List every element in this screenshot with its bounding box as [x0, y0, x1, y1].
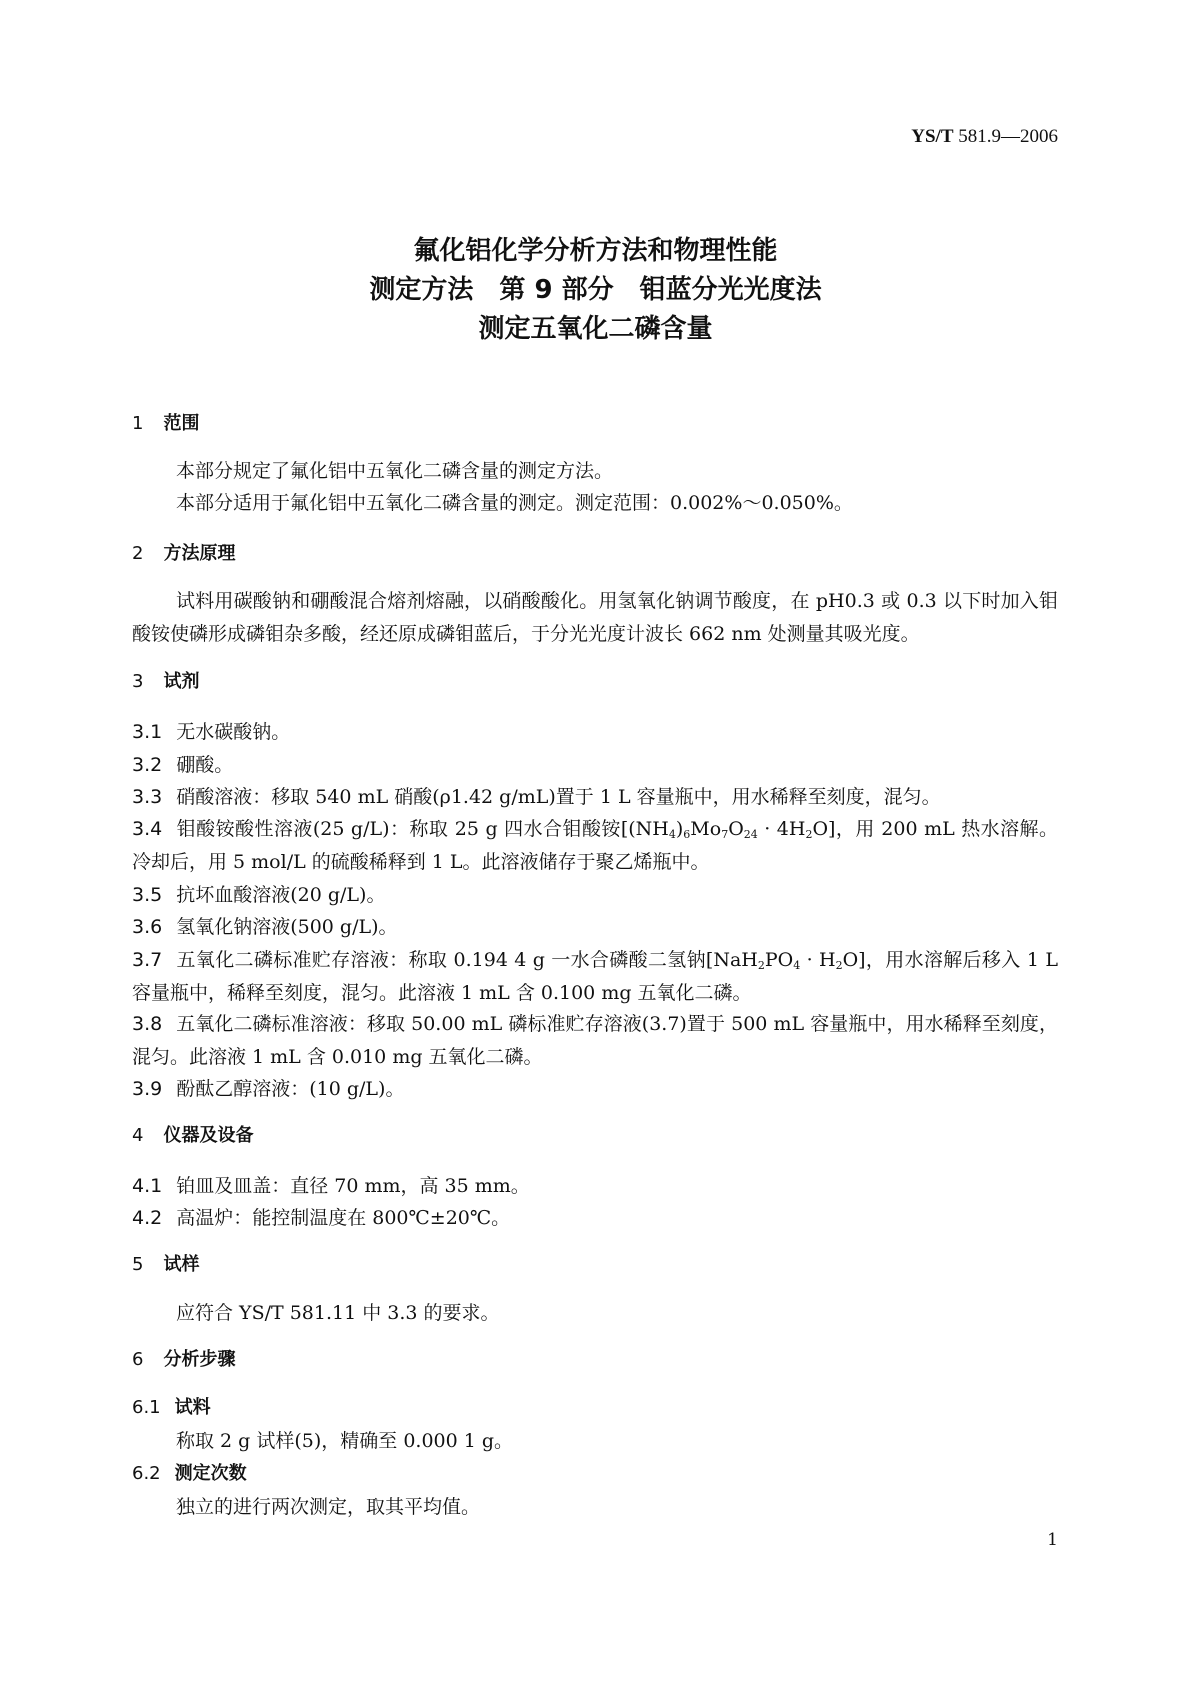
text-segment: 试剂 — [163, 671, 200, 692]
text-segment: 试样 — [163, 1254, 200, 1275]
text-segment: O — [728, 818, 744, 840]
text-segment: 五氧化二磷标准溶液：移取 50.00 mL 磷标准贮存溶液(3.7)置于 500 mL 容量瓶中，用水稀释至刻度，混匀。此溶液 1 mL 含 0.010 mg 五氧化二磷。 — [132, 1013, 1058, 1068]
document-title — [0, 232, 1191, 349]
clause-number: 3.2 — [132, 754, 163, 776]
title-line: 测定方法 第 9 部分 钼蓝分光光度法 — [369, 275, 822, 305]
text-segment: 应符合 YS/T 581.11 中 3.3 的要求。 — [176, 1302, 500, 1324]
clause-number: 3.5 — [132, 884, 163, 906]
text-segment: 测定次数 — [174, 1463, 247, 1484]
clause-item — [132, 1073, 1058, 1106]
text-segment: · H — [800, 949, 836, 971]
clause-number: 3 — [132, 671, 144, 692]
clause-number: 3.9 — [132, 1078, 163, 1100]
text-segment: 铂皿及皿盖：直径 70 mm，高 35 mm。 — [176, 1175, 530, 1197]
clause-number: 6.2 — [132, 1463, 161, 1484]
clause-number: 3.3 — [132, 786, 163, 808]
text-segment: 抗坏血酸溶液(20 g/L)。 — [176, 884, 386, 906]
clause-item — [132, 813, 1058, 878]
section-heading — [132, 408, 1058, 441]
paragraph — [132, 455, 1058, 488]
paragraph — [132, 487, 1058, 520]
clause-number: 3.1 — [132, 721, 163, 743]
subscript: 4 — [668, 828, 676, 841]
text-segment: 称取 2 g 试样(5)，精确至 0.000 1 g。 — [176, 1430, 514, 1452]
clause-item — [132, 716, 1058, 749]
text-segment: 五氧化二磷标准贮存溶液：称取 0.194 4 g 一水合磷酸二氢钠[NaH — [176, 949, 758, 971]
section-heading — [132, 538, 1058, 571]
clause-item — [132, 1202, 1058, 1235]
text-segment: O]，用 200 mL 热水溶解。冷却后，用 5 mol/L 的硫酸稀释到 1 L。此溶液储存于聚乙烯瓶中。 — [132, 818, 1058, 873]
clause-item — [132, 944, 1058, 1009]
text-segment: 硝酸溶液：移取 540 mL 硝酸(ρ1.42 g/mL)置于 1 L 容量瓶中，用水稀释至刻度，混匀。 — [176, 786, 941, 808]
text-segment: 酚酞乙醇溶液：(10 g/L)。 — [176, 1078, 405, 1100]
text-segment: 高温炉：能控制温度在 800℃±20℃。 — [176, 1207, 511, 1229]
section-heading — [132, 1120, 1058, 1153]
text-segment: 钼酸铵酸性溶液(25 g/L)：称取 25 g 四水合钼酸铵[(NH — [176, 818, 669, 840]
subscript: 2 — [835, 959, 843, 972]
clause-number: 3.6 — [132, 916, 163, 938]
clause-item — [132, 911, 1058, 944]
title-line: 氟化铝化学分析方法和物理性能 — [413, 236, 778, 266]
subscript: 6 — [683, 828, 691, 841]
section-heading — [132, 1249, 1058, 1282]
text-segment: 无水碳酸钠。 — [176, 721, 291, 743]
clause-number: 4.2 — [132, 1207, 163, 1229]
text-segment: 独立的进行两次测定，取其平均值。 — [176, 1496, 481, 1518]
text-segment: 氢氧化钠溶液(500 g/L)。 — [176, 916, 398, 938]
page-number: 1 — [1047, 1530, 1058, 1550]
text-segment: 本部分适用于氟化铝中五氧化二磷含量的测定。测定范围：0.002%～0.050%。 — [176, 492, 853, 514]
text-segment: O]，用水溶解后移入 1 L 容量瓶中，稀释至刻度，混匀。此溶液 1 mL 含 0.100 mg 五氧化二磷。 — [132, 949, 1058, 1004]
text-segment: Mo — [690, 818, 722, 840]
subscript: 2 — [757, 959, 765, 972]
subscript: 2 — [805, 828, 813, 841]
text-segment: PO — [764, 949, 794, 971]
subscript: 4 — [793, 959, 801, 972]
text-segment: 方法原理 — [163, 543, 236, 564]
clause-item — [132, 749, 1058, 782]
standard-code-prefix: YS/T — [911, 126, 954, 147]
subsection-heading — [132, 1458, 1058, 1491]
subscript: 24 — [743, 828, 758, 841]
paragraph — [132, 1297, 1058, 1330]
text-segment: 分析步骤 — [163, 1349, 236, 1370]
standard-code-number: 581.9—2006 — [953, 126, 1058, 147]
text-segment: 试料用碳酸钠和硼酸混合熔剂熔融，以硝酸酸化。用氢氧化钠调节酸度，在 pH0.3 或 0.3 以下时加入钼酸铵使磷形成磷钼杂多酸，经还原成磷钼蓝后，于分光光度计波长 662 nm 处测量其吸光度。 — [132, 590, 1058, 645]
clause-number: 4.1 — [132, 1175, 163, 1197]
clause-number: 6.1 — [132, 1397, 161, 1418]
clause-number: 4 — [132, 1125, 144, 1146]
text-segment: 硼酸。 — [176, 754, 234, 776]
subscript: 7 — [721, 828, 729, 841]
standard-code — [911, 126, 1058, 148]
paragraph — [132, 1425, 1058, 1458]
clause-item — [132, 781, 1058, 814]
clause-number: 6 — [132, 1349, 144, 1370]
clause-number: 5 — [132, 1254, 144, 1275]
clause-number: 3.7 — [132, 949, 163, 971]
text-segment: 仪器及设备 — [163, 1125, 254, 1146]
text-segment: ) — [675, 818, 684, 840]
clause-item — [132, 1170, 1058, 1203]
paragraph — [132, 1491, 1058, 1524]
title-line: 测定五氧化二磷含量 — [478, 314, 713, 344]
clause-item — [132, 1008, 1058, 1073]
clause-number: 2 — [132, 543, 144, 564]
section-heading — [132, 666, 1058, 699]
section-heading — [132, 1344, 1058, 1377]
clause-number: 1 — [132, 413, 144, 434]
text-segment: 试料 — [174, 1397, 211, 1418]
text-segment: · 4H — [757, 818, 806, 840]
clause-number: 3.8 — [132, 1013, 163, 1035]
clause-item — [132, 879, 1058, 912]
text-segment: 本部分规定了氟化铝中五氧化二磷含量的测定方法。 — [176, 460, 614, 482]
clause-number: 3.4 — [132, 818, 163, 840]
text-segment: 范围 — [163, 413, 200, 434]
paragraph — [132, 585, 1058, 650]
subsection-heading — [132, 1392, 1058, 1425]
